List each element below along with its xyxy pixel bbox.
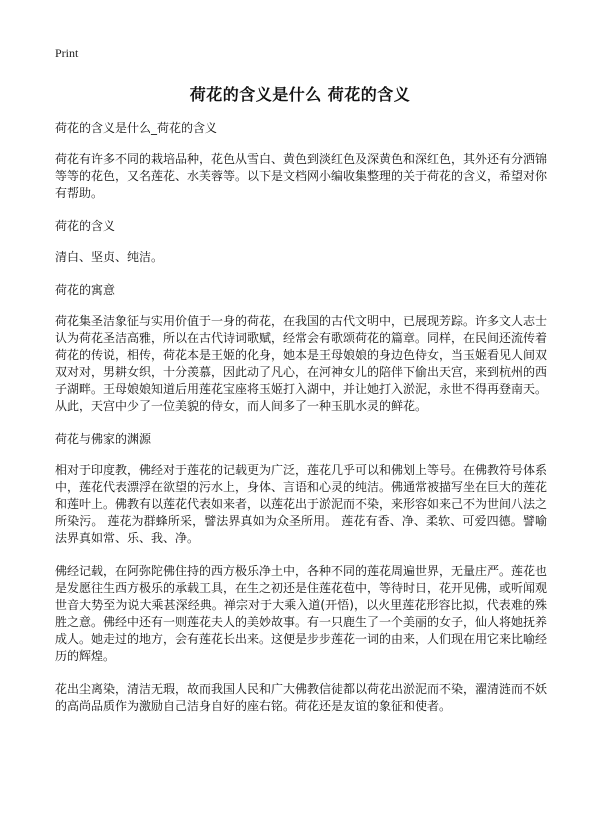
meaning-paragraph: 清白、坚贞、纯洁。 xyxy=(55,250,164,264)
closing-paragraph: 花出尘离染，清洁无瑕，故而我国人民和广大佛教信徒都以荷花出淤泥而不染，濯清涟而不妖的高尚品质作为激励自己洁身自好的座右铭。荷花还是友谊的象征和使者。 xyxy=(55,682,548,713)
section-heading-buddhism: 荷花与佛家的渊源 xyxy=(55,432,152,446)
article-subtitle: 荷花的含义是什么_荷花的含义 xyxy=(55,121,218,135)
section-heading-meaning: 荷花的含义 xyxy=(55,219,116,233)
article-body xyxy=(55,120,547,731)
buddhism-paragraph-1: 相对于印度教，佛经对于莲花的记载更为广泛，莲花几乎可以和佛划上等号。在佛教符号体系中，莲花代表漂浮在欲望的污水上，身体、言语和心灵的纯洁。佛通常被描写坐在巨大的莲花和莲叶上。佛教有以莲花代表如来者，以莲花出于淤泥而不染，来形容如来己不为世间八法之所染污。 莲花为群蜂所采，譬法界真如为众圣所用。 莲花有香、净、柔软、可爱四德。譬喻法界真如常、乐、我、净。 xyxy=(55,463,548,545)
section-heading-symbolism: 荷花的寓意 xyxy=(55,283,116,297)
symbolism-paragraph: 荷花集圣洁象征与实用价值于一身的荷花，在我国的古代文明中，已展现芳踪。许多文人志士认为荷花圣洁高雅，所以在古代诗词歌赋，经常会有歌颂荷花的篇章。同样，在民间还流传着荷花的传说，相传，荷花本是王姬的化身，她本是王母娘娘的身边色侍女，当玉姬看见人间双双对对，男耕女织，十分羡慕，因此动了凡心，在河神女儿的陪伴下偷出天宫，来到杭州的西子湖畔。王母娘娘知道后用莲花宝座将玉姬打入湖中，并让她打入淤泥，永世不得再登南天。从此，天宫中少了一位美貌的侍女，而人间多了一种玉肌水灵的鲜花。 xyxy=(55,314,548,413)
buddhism-paragraph-2: 佛经记载，在阿弥陀佛住持的西方极乐净土中，各种不同的莲花周遍世界，无量庄严。莲花也是发愿往生西方极乐的承载工具，在生之初还是住莲花苞中，等待时日，花开见佛，或听闻观世音大势至为说大乘甚深经典。禅宗对于大乘入道(开悟)，以火里莲花形容比拟，代表难的殊胜之意。佛经中还有一则莲花夫人的美妙故事。有一只鹿生了一个美丽的女子，仙人将她抚养成人。她走过的地方，会有莲花长出来。这便是步步莲花一词的由来，人们现在用它来比喻经历的辉煌。 xyxy=(55,564,548,663)
page-title: 荷花的含义是什么 荷花的含义 xyxy=(189,85,411,104)
intro-paragraph: 荷花有许多不同的栽培品种，花色从雪白、黄色到淡红色及深黄色和深红色，其外还有分洒锦等等的花色，又名莲花、水芙蓉等。以下是文档网小编收集整理的关于荷花的含义，希望对你有帮助。 xyxy=(55,152,548,200)
print-link[interactable]: Print xyxy=(55,46,79,60)
